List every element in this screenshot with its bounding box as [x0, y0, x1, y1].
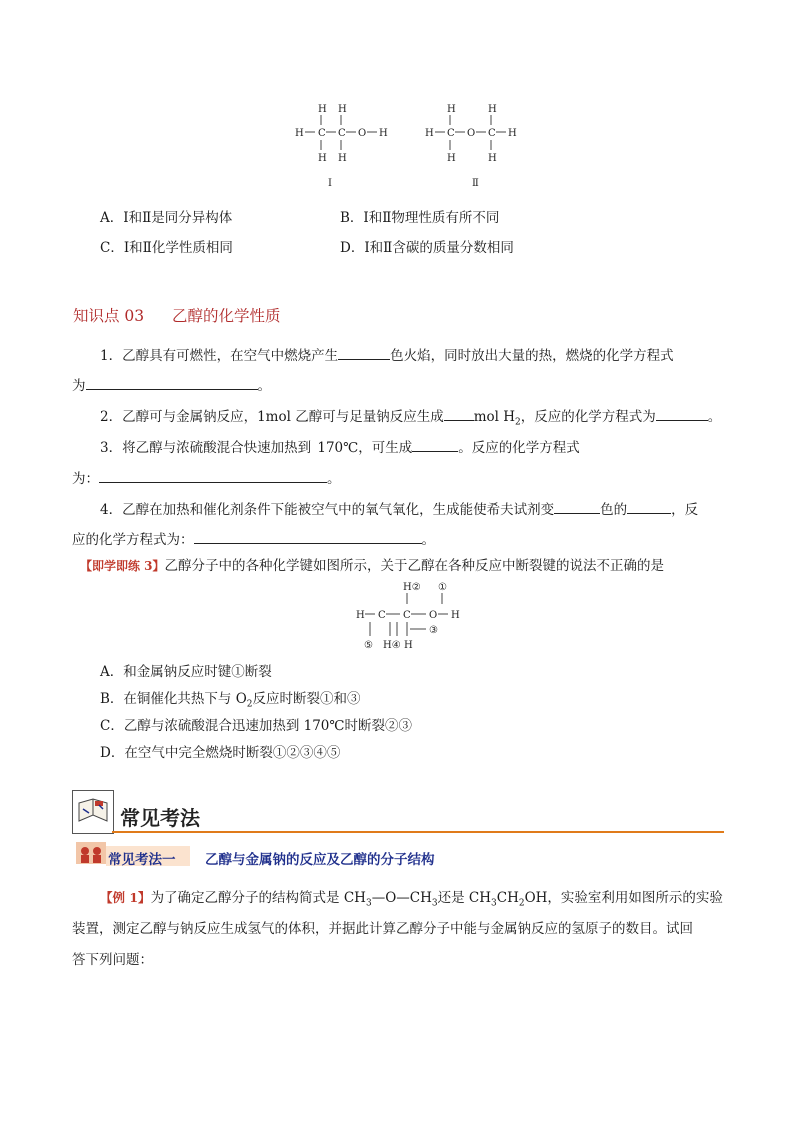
practice-option-a: A．和金属钠反应时键①断裂 — [100, 664, 272, 680]
svg-text:C: C — [447, 128, 455, 139]
practice-3-tag: 【即学即练 3】 — [80, 559, 165, 573]
common-sub-title: 乙醇与金属钠的反应及乙醇的分子结构 — [205, 852, 435, 868]
svg-text:C: C — [318, 128, 326, 139]
section-heading: 乙醇的化学性质 — [172, 307, 281, 325]
svg-text:H: H — [404, 640, 413, 650]
svg-text:H: H — [379, 128, 388, 139]
molecule-one-label: Ⅰ — [328, 178, 332, 189]
practice-option-b: B．在铜催化共热下与 $O_2$反应时断裂①和③ — [100, 691, 361, 710]
item-4-line-1: 4．乙醇在加热和催化剂条件下能被空气中的氧气氧化，生成能使希夫试剂变 色的 ，反 — [100, 498, 698, 518]
example-1-tag: 【例 1】 — [100, 890, 151, 905]
molecule-one — [295, 104, 388, 189]
svg-text:H: H — [447, 104, 456, 115]
item-2-line: 2．乙醇可与金属钠反应，1mol 乙醇可与足量钠反应生成 mol $H_2$，反应的化学方程式为 。 — [100, 405, 721, 428]
item-4-line-2: 应的化学方程式为： 。 — [72, 528, 435, 548]
svg-text:H: H — [338, 153, 347, 164]
svg-text:O: O — [358, 128, 367, 139]
svg-text:H②: H② — [403, 582, 421, 593]
item-1-line-2: 为 。 — [72, 374, 271, 394]
practice-option-d: D．在空气中完全燃烧时断裂①②③④⑤ — [100, 745, 341, 761]
svg-text:C: C — [488, 128, 496, 139]
svg-text:H: H — [508, 128, 517, 139]
option-a: A．Ⅰ和Ⅱ是同分异构体 — [100, 210, 233, 226]
svg-text:H: H — [318, 104, 327, 115]
teacher-icon — [76, 842, 106, 864]
svg-text:H: H — [356, 610, 365, 621]
svg-text:⑤: ⑤ — [364, 640, 373, 650]
svg-text:H: H — [318, 153, 327, 164]
svg-text:H: H — [425, 128, 434, 139]
item-3-line-1: 3．将乙醇与浓硫酸混合快速加热到 170℃，可生成 。反应的化学方程式 — [100, 436, 580, 456]
heading-underline — [112, 831, 724, 833]
option-c: C．Ⅰ和Ⅱ化学性质相同 — [100, 240, 233, 256]
svg-text:O: O — [429, 610, 438, 621]
molecule-diagrams — [280, 95, 540, 195]
molecule-two-label: Ⅱ — [472, 178, 479, 189]
item-1-line-1: 1．乙醇具有可燃性，在空气中燃烧产生 色火焰，同时放出大量的热，燃烧的化学方程式 — [100, 344, 674, 364]
svg-text:C: C — [378, 610, 386, 621]
svg-text:O: O — [467, 128, 476, 139]
svg-text:C: C — [338, 128, 346, 139]
common-sub-tag: 常见考法一 — [108, 852, 176, 868]
example-1-line-2: 装置，测定乙醇与钠反应生成氢气的体积，并据此计算乙醇分子中能与金属钠反应的氢原子的数目。试回 — [72, 921, 693, 937]
section-title — [73, 304, 281, 326]
section-label: 知识点 03 — [73, 307, 145, 325]
svg-text:H: H — [488, 104, 497, 115]
example-1-line-1: 【例 1】为了确定乙醇分子的结构简式是 $CH_3—O—CH_3$还是 $CH_3CH_2OH$，实验室利用如图所示的实验 — [100, 890, 723, 909]
option-d: D．Ⅰ和Ⅱ含碳的质量分数相同 — [340, 240, 514, 256]
practice-3-question: 【即学即练 3】乙醇分子中的各种化学键如图所示，关于乙醇在各种反应中断裂键的说法不正确的是 — [80, 558, 665, 574]
svg-text:H④: H④ — [383, 640, 401, 650]
svg-text:③: ③ — [429, 625, 438, 636]
option-b: B．Ⅰ和Ⅱ物理性质有所不同 — [340, 210, 500, 226]
item-3-line-2: 为： 。 — [72, 467, 341, 487]
svg-text:H: H — [488, 153, 497, 164]
practice-option-c: C．乙醇与浓硫酸混合迅速加热到 170℃时断裂②③ — [100, 718, 412, 734]
book-icon — [72, 790, 114, 834]
svg-text:H: H — [338, 104, 347, 115]
svg-text:H: H — [295, 128, 304, 139]
ethanol-bond-diagram — [352, 578, 472, 650]
svg-text:C: C — [403, 610, 411, 621]
molecule-two — [425, 104, 517, 189]
common-heading: 常见考法 — [120, 806, 200, 830]
svg-text:①: ① — [438, 582, 447, 593]
svg-text:H: H — [447, 153, 456, 164]
example-1-line-3: 答下列问题： — [72, 952, 153, 968]
svg-text:H: H — [451, 610, 460, 621]
